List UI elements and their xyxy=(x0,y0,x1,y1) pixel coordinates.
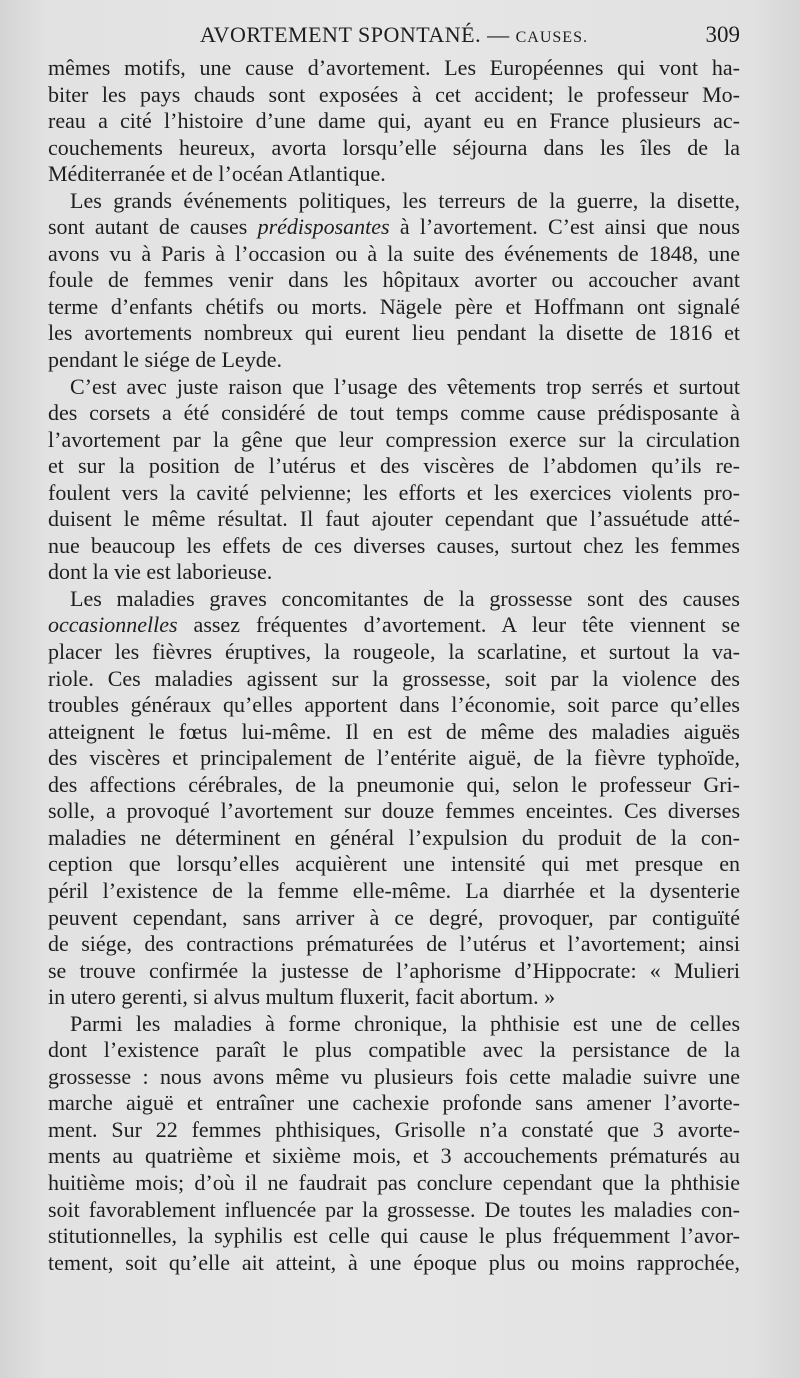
text-line xyxy=(48,931,740,958)
line-text: dont la vie est laborieuse. xyxy=(48,559,273,585)
text-line xyxy=(48,1223,740,1250)
running-title xyxy=(48,22,740,48)
line-text: atteignent le fœtus lui-même. Il en est de même des maladies aiguës xyxy=(48,718,740,744)
text-line xyxy=(48,55,740,82)
line-text: sont autant de causes xyxy=(48,214,258,240)
text-line xyxy=(48,772,740,799)
line-text: C’est avec juste raison que l’usage des vêtements trop serrés et surtout xyxy=(70,373,740,399)
line-text: mêmes motifs, une cause d’avortement. Les Européennes qui vont ha- xyxy=(48,55,740,80)
text-line xyxy=(48,161,740,188)
line-text: foule de femmes venir dans les hôpitaux avorter ou accoucher avant xyxy=(48,267,740,293)
page-number: 309 xyxy=(705,22,740,47)
text-line xyxy=(48,374,740,401)
line-text: riole. Ces maladies agissent sur la grossesse, soit par la violence des xyxy=(48,665,740,691)
text-line xyxy=(48,1011,740,1038)
line-text: huitième mois; d’où il ne faudrait pas conclure cependant que la phthisie xyxy=(48,1169,740,1195)
line-text: maladies ne déterminent en général l’expulsion du produit de la con- xyxy=(48,824,740,850)
line-text: terme d’enfants chétifs ou morts. Nägele père et Hoffmann ont signalé xyxy=(48,293,740,319)
line-text: l’avortement par la gêne que leur compression exerce sur la circulation xyxy=(48,426,740,452)
line-text: ments au quatrième et sixième mois, et 3 accouchements prématurés au xyxy=(48,1143,740,1169)
line-text: foulent vers la cavité pelvienne; les efforts et les exercices violents pro- xyxy=(48,479,740,505)
text-line xyxy=(48,719,740,746)
line-text: pendant le siége de Leyde. xyxy=(48,347,282,373)
text-line xyxy=(48,878,740,905)
text-line xyxy=(48,851,740,878)
line-text: avons vu à Paris à l’occasion ou à la suite des événements de 1848, une xyxy=(48,240,740,266)
text-line xyxy=(48,1197,740,1224)
line-text: nue beaucoup les effets de ces diverses causes, surtout chez les femmes xyxy=(48,532,740,558)
line-text: ment. Sur 22 femmes phthisiques, Grisolle n’a constaté que 3 avorte- xyxy=(48,1116,740,1142)
line-text: troubles généraux qu’elles apportent dans l’économie, soit parce qu’elles xyxy=(48,692,740,718)
text-line xyxy=(48,586,740,613)
text-line xyxy=(48,214,740,241)
text-line xyxy=(48,480,740,507)
text-line xyxy=(48,639,740,666)
line-text: ception que lorsqu’elles acquièrent une intensité qui met presque en xyxy=(48,851,740,877)
text-line xyxy=(48,320,740,347)
line-text: reau a cité l’histoire d’une dame qui, ayant eu en France plusieurs ac- xyxy=(48,108,740,134)
italic-term: occasionnelles xyxy=(48,612,178,638)
line-text: marche aiguë et entraîner une cachexie profonde sans amener l’avorte- xyxy=(48,1090,740,1116)
line-text: dont l’existence paraît le plus compatible avec la persistance de la xyxy=(48,1037,740,1063)
text-line xyxy=(48,453,740,480)
text-line xyxy=(48,188,740,215)
text-line xyxy=(48,612,740,639)
line-text: grossesse : nous avons même vu plusieurs fois cette maladie suivre une xyxy=(48,1063,740,1089)
text-line xyxy=(48,241,740,268)
text-line xyxy=(48,400,740,427)
text-line xyxy=(48,1170,740,1197)
line-text: placer les fièvres éruptives, la rougeole, la scarlatine, et surtout la va- xyxy=(48,639,740,665)
text-line xyxy=(48,347,740,374)
line-text: Les maladies graves concomitantes de la grossesse sont des causes xyxy=(70,585,740,611)
line-text: biter les pays chauds sont exposées à cet accident; le professeur Mo- xyxy=(48,81,740,107)
line-text: de siége, des contractions prématurées de l’utérus et l’avortement; ainsi xyxy=(48,931,740,957)
line-text: stitutionnelles, la syphilis est celle qui cause le plus fréquemment l’avor- xyxy=(48,1223,740,1249)
line-text: soit favorablement influencée par la grossesse. De toutes les maladies con- xyxy=(48,1196,740,1222)
line-text: péril l’existence de la femme elle-même. La diarrhée et la dysenterie xyxy=(48,877,740,903)
section-title: CAUSES. xyxy=(515,29,588,46)
line-text: des corsets a été considéré de tout temps comme cause prédisposante à xyxy=(48,400,740,426)
line-text: solle, a provoqué l’avortement sur douze femmes enceintes. Ces diverses xyxy=(48,798,740,824)
text-line xyxy=(48,294,740,321)
line-text: Méditerranée et de l’océan Atlantique. xyxy=(48,161,386,187)
text-line xyxy=(48,82,740,109)
text-line xyxy=(48,533,740,560)
text-line xyxy=(48,666,740,693)
text-line xyxy=(48,905,740,932)
text-line xyxy=(48,798,740,825)
page-header xyxy=(48,22,740,54)
text-line xyxy=(48,692,740,719)
line-text: Les grands événements politiques, les terreurs de la guerre, la disette, xyxy=(70,187,740,213)
line-text: des viscères et principalement de l’entérite aiguë, de la fièvre typhoïde, xyxy=(48,745,740,771)
text-line xyxy=(48,1143,740,1170)
line-text: duisent le même résultat. Il faut ajouter cependant que l’assuétude atté- xyxy=(48,506,740,532)
text-line xyxy=(48,1250,740,1277)
italic-term: prédisposantes xyxy=(257,214,390,240)
line-text: couchements heureux, avorta lorsqu’elle séjourna dans les îles de la xyxy=(48,134,740,160)
text-line xyxy=(48,559,740,586)
text-line xyxy=(48,984,740,1011)
line-text: assez fréquentes d’avortement. A leur tête viennent se xyxy=(177,612,740,638)
text-line xyxy=(48,745,740,772)
text-line xyxy=(48,1064,740,1091)
title-separator: — xyxy=(487,22,510,47)
line-text: les avortements nombreux qui eurent lieu pendant la disette de 1816 et xyxy=(48,320,740,346)
line-text: à l’avortement. C’est ainsi que nous xyxy=(389,214,740,240)
line-text: se trouve confirmée la justesse de l’aphorisme d’Hippocrate: « Mulieri xyxy=(48,957,740,983)
text-line xyxy=(48,108,740,135)
text-line xyxy=(48,427,740,454)
line-text: in utero gerenti, si alvus multum fluxerit, facit abortum. » xyxy=(48,984,556,1010)
text-line xyxy=(48,1090,740,1117)
body-text xyxy=(48,55,740,1276)
line-text: peuvent cependant, sans arriver à ce degré, provoquer, par contiguïté xyxy=(48,904,740,930)
text-line xyxy=(48,135,740,162)
text-line xyxy=(48,1037,740,1064)
line-text: des affections cérébrales, de la pneumonie qui, selon le professeur Gri- xyxy=(48,771,740,797)
text-line xyxy=(48,1117,740,1144)
text-line xyxy=(48,825,740,852)
line-text: et sur la position de l’utérus et des viscères de l’abdomen qu’ils re- xyxy=(48,453,740,479)
line-text: Parmi les maladies à forme chronique, la phthisie est une de celles xyxy=(70,1010,740,1036)
text-line xyxy=(48,267,740,294)
text-line xyxy=(48,506,740,533)
text-line xyxy=(48,958,740,985)
line-text: tement, soit qu’elle ait atteint, à une époque plus ou moins rapprochée, xyxy=(48,1249,740,1275)
chapter-title: AVORTEMENT SPONTANÉ. xyxy=(200,22,482,47)
